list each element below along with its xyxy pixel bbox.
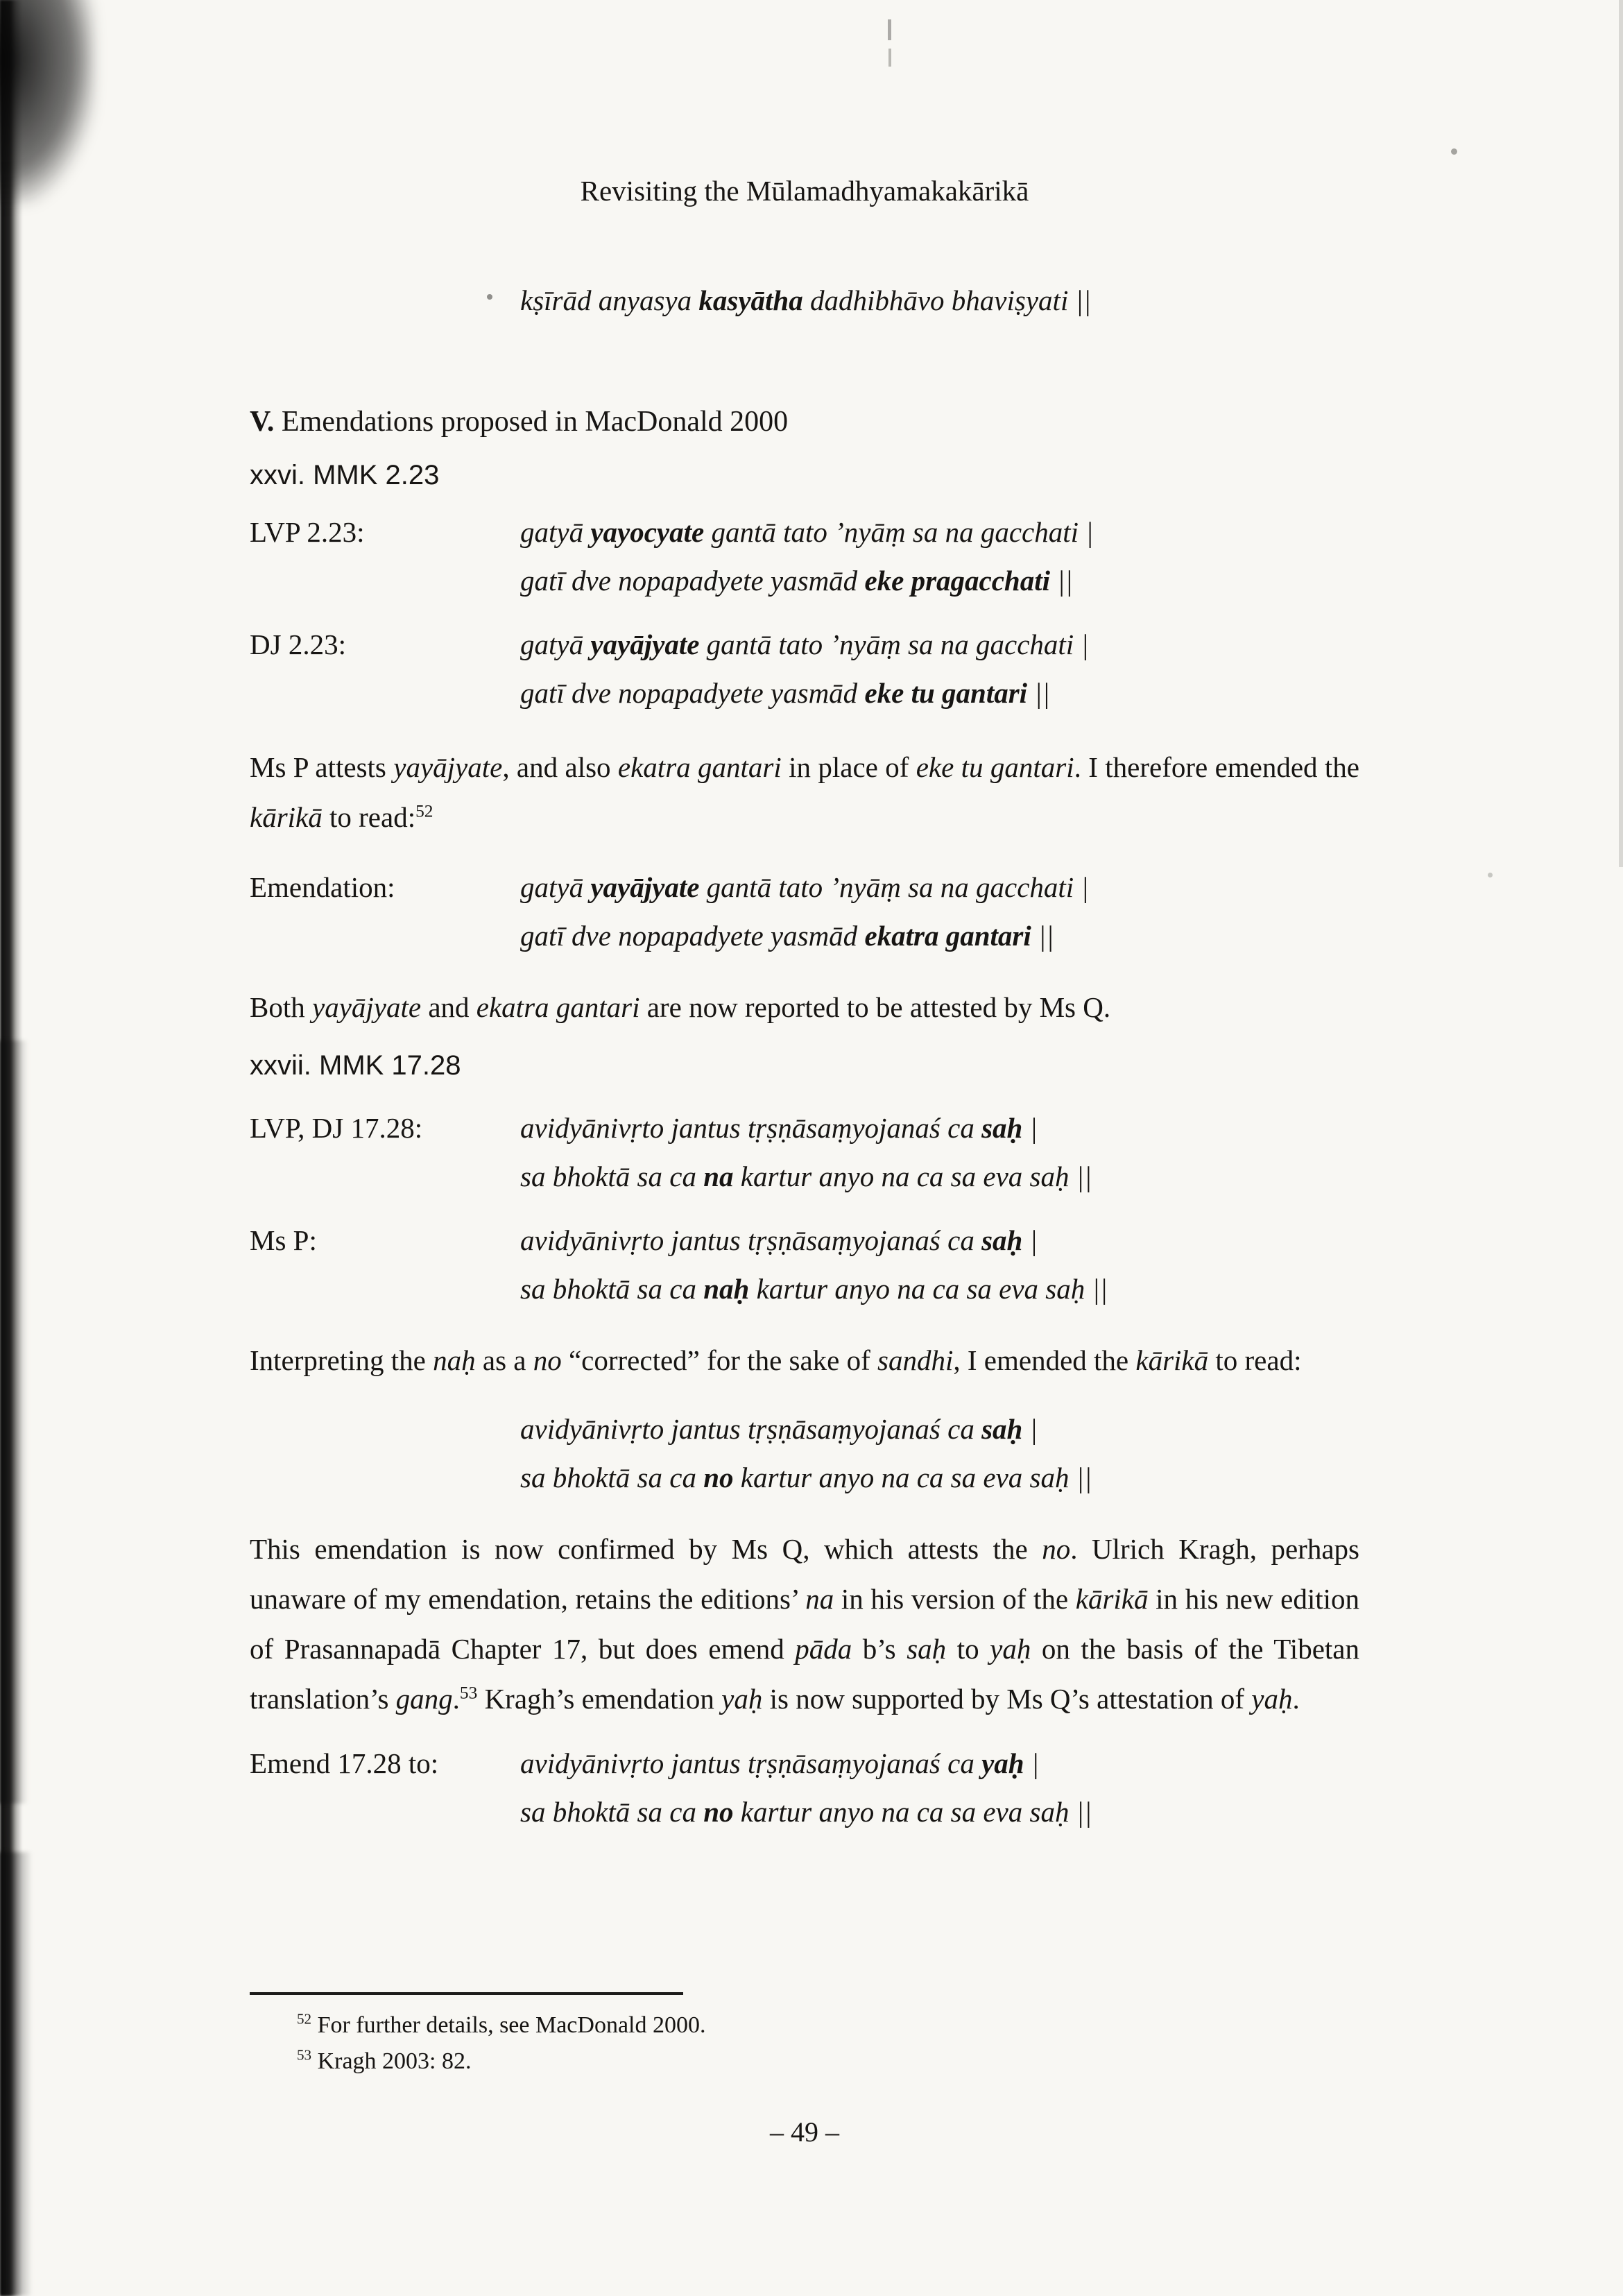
verse-line: sa bhoktā sa ca no kartur anyo na ca sa eva saḥ || <box>520 1796 1092 1828</box>
subsection-heading-xxvii: xxvii. MMK 17.28 <box>250 1050 461 1081</box>
entry-label: Emend 17.28 to: <box>250 1747 439 1779</box>
verse-line: gatyā yayājyate gantā tato ’nyāṃ sa na gacchati | <box>520 628 1089 660</box>
paragraph-both-attested: Both yayājyate and ekatra gantari are now reported to be attested by Ms Q. <box>250 991 1111 1023</box>
verse-line: sa bhoktā sa ca na kartur anyo na ca sa eva saḥ || <box>520 1160 1092 1192</box>
scan-edge-mid <box>0 1040 28 1804</box>
entry-verse <box>520 620 1089 717</box>
entry-verse <box>520 508 1094 605</box>
running-header: Revisiting the Mūlamadhyamakakārikā <box>580 175 1029 207</box>
verse-entry-ms-p <box>250 1216 1359 1313</box>
entry-label: Emendation: <box>250 871 395 903</box>
paragraph-interpreting: Interpreting the naḥ as a no “corrected” for the sake of sandhi, I emended the kārikā to read: <box>250 1344 1302 1376</box>
footnote-53: $^{53}$ Kragh 2003: 82. <box>297 2046 472 2074</box>
paragraph-msp-attests: Ms P attests yayājyate, and also ekatra gantari in place of eke tu gantari. I therefore emended the kārikā to read:$^{52}$ <box>250 751 1360 833</box>
entry-verse <box>520 1739 1092 1836</box>
paragraph-confirmed: This emendation is now confirmed by Ms Q, which attests the no. Ulrich Kragh, perhaps unaware of my emendation, retains the editions’ na in his version of the kārikā in his new edition of Prasannapadā Chapter 17, but does emend pāda b’s saḥ to yaḥ on the basis of the Tibetan translation’s gang.$^{53}$ Kragh’s emendation yaḥ is now supported by Ms Q’s attestation of yaḥ. <box>250 1533 1359 1715</box>
scan-speck <box>1451 148 1457 155</box>
verse-entry-lvp-2-23 <box>250 508 1359 605</box>
scan-right-sliver <box>1619 0 1623 867</box>
entry-verse <box>520 863 1089 960</box>
verse-line: sa bhoktā sa ca naḥ kartur anyo na ca sa eva saḥ || <box>520 1273 1108 1305</box>
verse-line: avidyānivṛto jantus tṛṣṇāsaṃyojanaś ca yaḥ | <box>520 1747 1040 1779</box>
verse-line: avidyānivṛto jantus tṛṣṇāsaṃyojanaś ca saḥ | <box>520 1224 1038 1256</box>
verse-line: avidyānivṛto jantus tṛṣṇāsaṃyojanaś ca saḥ | <box>520 1112 1038 1144</box>
scan-corner-blob <box>0 0 94 204</box>
footnote-rule <box>250 1992 683 1995</box>
verse-line: gatī dve nopapadyete yasmād ekatra gantari || <box>520 920 1054 952</box>
verse-entry-emendation <box>250 863 1359 960</box>
verse-entry-emend-17-28 <box>250 1739 1359 1836</box>
verse-line: avidyānivṛto jantus tṛṣṇāsaṃyojanaś ca saḥ | <box>520 1413 1038 1445</box>
scan-speck <box>888 19 891 40</box>
page-number: – 49 – <box>770 2116 839 2148</box>
verse-line: gatyā yayocyate gantā tato ’nyāṃ sa na gacchati | <box>520 516 1094 548</box>
page-content <box>250 166 1359 2148</box>
verse-entry-lvp-dj-17-28 <box>250 1104 1359 1201</box>
entry-label: LVP 2.23: <box>250 516 365 548</box>
emended-verse-block <box>520 1405 1359 1502</box>
subsection-heading-xxvi: xxvi. MMK 2.23 <box>250 460 440 490</box>
entry-label: DJ 2.23: <box>250 628 346 660</box>
scan-speck <box>1488 873 1493 877</box>
entry-verse <box>520 1216 1108 1313</box>
section-heading: V. Emendations proposed in MacDonald 2000 <box>250 406 789 438</box>
entry-label: Ms P: <box>250 1224 317 1256</box>
entry-label: LVP, DJ 17.28: <box>250 1112 423 1144</box>
verse-entry-dj-2-23 <box>250 620 1359 717</box>
scan-edge-bottom <box>0 1852 32 2296</box>
opening-verse-line: kṣīrād anyasya kasyātha dadhibhāvo bhaviṣyati || <box>520 284 1092 316</box>
entry-verse <box>520 1104 1092 1201</box>
footnote-52: $^{52}$ For further details, see MacDonald 2000. <box>297 2010 706 2038</box>
verse-line: sa bhoktā sa ca no kartur anyo na ca sa eva saḥ || <box>520 1462 1092 1493</box>
scan-speck <box>888 49 891 67</box>
verse-line: gatyā yayājyate gantā tato ’nyāṃ sa na gacchati | <box>520 871 1089 903</box>
verse-line: gatī dve nopapadyete yasmād eke pragacchati || <box>520 565 1073 597</box>
verse-line: gatī dve nopapadyete yasmād eke tu gantari || <box>520 677 1050 709</box>
